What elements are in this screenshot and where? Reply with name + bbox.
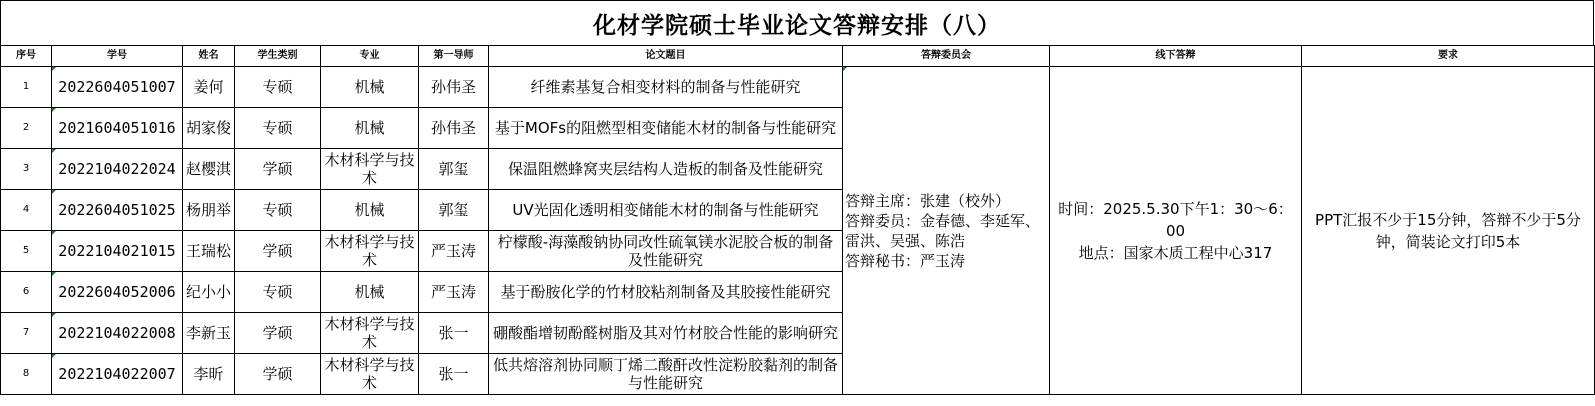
cell-student-id[interactable]: 2022604051025 xyxy=(52,190,183,231)
header-row xyxy=(1,46,1595,67)
table-row xyxy=(1,67,1595,108)
cell-name[interactable]: 纪小小 xyxy=(183,272,235,313)
cell-thesis[interactable]: 柠檬酸-海藻酸钠协同改性硫氧镁水泥胶合板的制备及性能研究 xyxy=(489,231,843,272)
cell-advisor[interactable]: 孙伟圣 xyxy=(419,108,489,149)
cell-advisor[interactable]: 张一 xyxy=(419,354,489,395)
cell-major[interactable]: 机械 xyxy=(321,190,419,231)
cell-thesis[interactable]: 保温阻燃蜂窝夹层结构人造板的制备及性能研究 xyxy=(489,149,843,190)
cell-advisor[interactable]: 郭玺 xyxy=(419,149,489,190)
cell-name[interactable]: 李昕 xyxy=(183,354,235,395)
header-advisor[interactable]: 第一导师 xyxy=(419,46,489,67)
cell-category[interactable]: 专硕 xyxy=(235,272,321,313)
header-index[interactable]: 序号 xyxy=(1,46,52,67)
page-title: 化材学院硕士毕业论文答辩安排（八） xyxy=(0,0,1594,46)
committee-chair: 答辩主席：张建（校外） xyxy=(845,191,1011,210)
defense-schedule-table xyxy=(0,45,1595,395)
cell-name[interactable]: 姜何 xyxy=(183,67,235,108)
cell-offline-defense[interactable] xyxy=(1050,67,1302,395)
cell-thesis[interactable]: 基于酚胺化学的竹材胶粘剂制备及其胶接性能研究 xyxy=(489,272,843,313)
cell-name[interactable]: 赵樱淇 xyxy=(183,149,235,190)
cell-student-id[interactable]: 2022104022024 xyxy=(52,149,183,190)
cell-index[interactable]: 7 xyxy=(1,313,52,354)
header-thesis[interactable]: 论文题目 xyxy=(489,46,843,67)
cell-thesis[interactable]: 基于MOFs的阻燃型相变储能木材的制备与性能研究 xyxy=(489,108,843,149)
cell-student-id[interactable]: 2021604051016 xyxy=(52,108,183,149)
header-category[interactable]: 学生类别 xyxy=(235,46,321,67)
cell-major[interactable]: 木材科学与技术 xyxy=(321,354,419,395)
cell-category[interactable]: 学硕 xyxy=(235,149,321,190)
cell-requirements[interactable]: PPT汇报不少于15分钟，答辩不少于5分钟，简装论文打印5本 xyxy=(1302,67,1595,395)
cell-advisor[interactable]: 张一 xyxy=(419,313,489,354)
cell-student-id[interactable]: 2022104021015 xyxy=(52,231,183,272)
cell-category[interactable]: 专硕 xyxy=(235,108,321,149)
cell-major[interactable]: 木材科学与技术 xyxy=(321,149,419,190)
header-name[interactable]: 姓名 xyxy=(183,46,235,67)
cell-student-id[interactable]: 2022104022008 xyxy=(52,313,183,354)
cell-student-id[interactable]: 2022104022007 xyxy=(52,354,183,395)
cell-advisor[interactable]: 孙伟圣 xyxy=(419,67,489,108)
header-requirements[interactable]: 要求 xyxy=(1302,46,1595,67)
cell-thesis[interactable]: 低共熔溶剂协同顺丁烯二酸酐改性淀粉胶黏剂的制备与性能研究 xyxy=(489,354,843,395)
cell-name[interactable]: 胡家俊 xyxy=(183,108,235,149)
cell-category[interactable]: 学硕 xyxy=(235,313,321,354)
cell-index[interactable]: 1 xyxy=(1,67,52,108)
cell-category[interactable]: 学硕 xyxy=(235,231,321,272)
cell-name[interactable]: 杨朋举 xyxy=(183,190,235,231)
cell-index[interactable]: 2 xyxy=(1,108,52,149)
offline-place: 地点：国家木质工程中心317 xyxy=(1078,243,1273,262)
cell-major[interactable]: 机械 xyxy=(321,272,419,313)
committee-secretary: 答辩秘书：严玉涛 xyxy=(845,251,966,270)
committee-members: 答辩委员：金春德、李延军、雷洪、吴强、陈浩 xyxy=(845,211,1041,250)
offline-time: 时间：2025.5.30下午1：30～6：00 xyxy=(1058,199,1293,240)
cell-index[interactable]: 3 xyxy=(1,149,52,190)
cell-index[interactable]: 8 xyxy=(1,354,52,395)
cell-student-id[interactable]: 2022604051007 xyxy=(52,67,183,108)
cell-index[interactable]: 4 xyxy=(1,190,52,231)
cell-category[interactable]: 专硕 xyxy=(235,190,321,231)
cell-advisor[interactable]: 郭玺 xyxy=(419,190,489,231)
cell-major[interactable]: 木材科学与技术 xyxy=(321,231,419,272)
cell-major[interactable]: 机械 xyxy=(321,67,419,108)
header-student-id[interactable]: 学号 xyxy=(52,46,183,67)
cell-thesis[interactable]: UV光固化透明相变储能木材的制备与性能研究 xyxy=(489,190,843,231)
cell-category[interactable]: 专硕 xyxy=(235,67,321,108)
cell-major[interactable]: 木材科学与技术 xyxy=(321,313,419,354)
cell-index[interactable]: 6 xyxy=(1,272,52,313)
cell-advisor[interactable]: 严玉涛 xyxy=(419,231,489,272)
cell-name[interactable]: 李新玉 xyxy=(183,313,235,354)
header-major[interactable]: 专业 xyxy=(321,46,419,67)
cell-category[interactable]: 学硕 xyxy=(235,354,321,395)
cell-index[interactable]: 5 xyxy=(1,231,52,272)
cell-thesis[interactable]: 纤维素基复合相变材料的制备与性能研究 xyxy=(489,67,843,108)
cell-major[interactable]: 机械 xyxy=(321,108,419,149)
cell-committee[interactable] xyxy=(843,67,1050,395)
cell-name[interactable]: 王瑞松 xyxy=(183,231,235,272)
header-committee[interactable]: 答辩委员会 xyxy=(843,46,1050,67)
header-offline[interactable]: 线下答辩 xyxy=(1050,46,1302,67)
cell-advisor[interactable]: 严玉涛 xyxy=(419,272,489,313)
cell-thesis[interactable]: 硼酸酯增韧酚醛树脂及其对竹材胶合性能的影响研究 xyxy=(489,313,843,354)
cell-student-id[interactable]: 2022604052006 xyxy=(52,272,183,313)
